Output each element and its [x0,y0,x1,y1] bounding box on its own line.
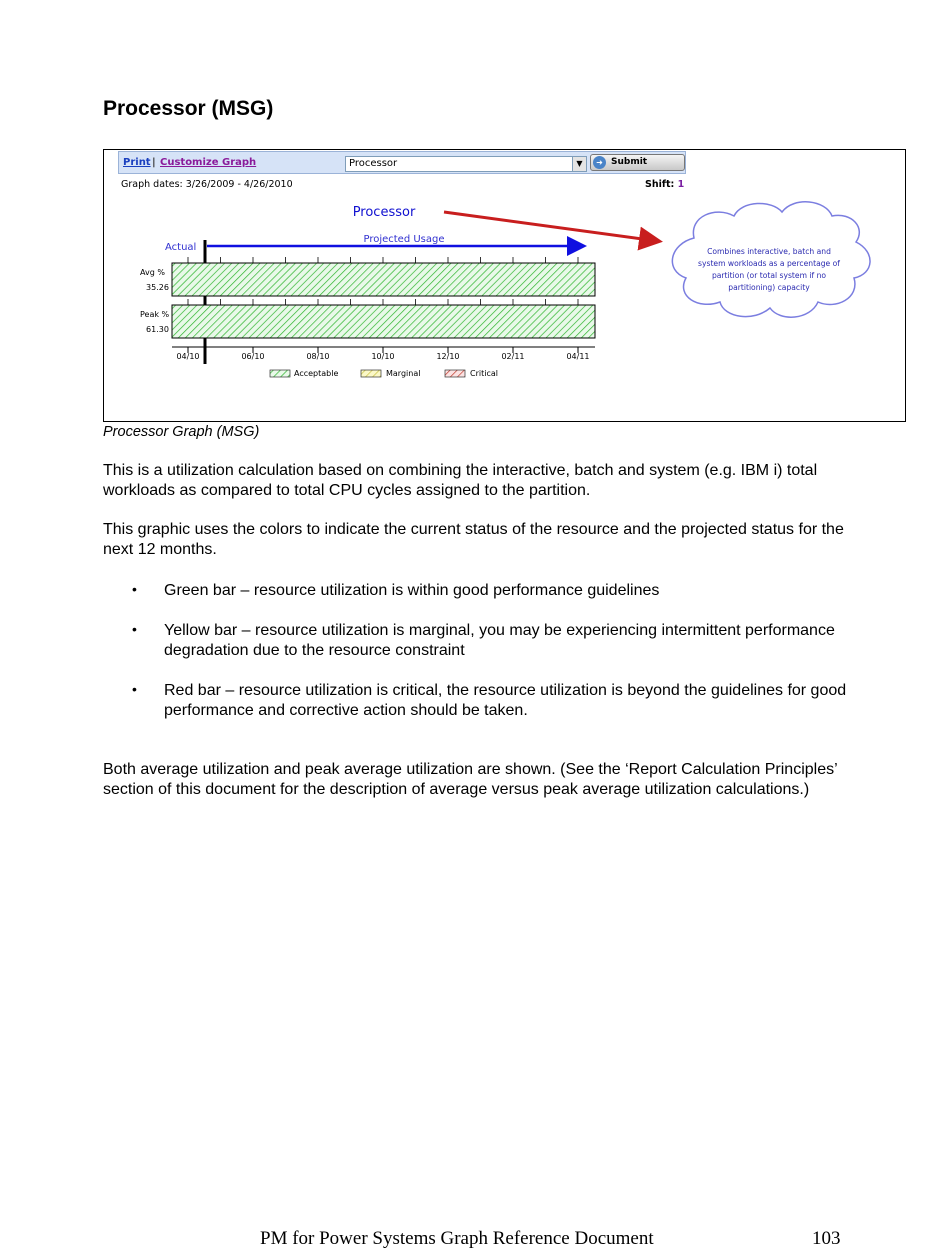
graph-type-select-value: Processor [349,158,398,169]
callout-text: Combines interactive, batch and system workloads as a percentage of partition (or total system if no partitioning) capacity [698,247,840,292]
bullet-marker: • [132,581,137,597]
arrow-right-icon: ➜ [593,156,606,169]
x-tick-label: 04/11 [566,352,590,361]
legend-label-marginal: Marginal [386,369,421,378]
category-label: Avg % [140,268,165,277]
legend-swatch-critical [445,370,465,377]
category-label: Peak % [140,310,170,319]
value-label: 61.30 [146,325,169,334]
value-label: 35.26 [146,283,169,292]
callout-arrow [444,212,657,241]
bullet-yellow: Yellow bar – resource utilization is marginal, you may be experiencing intermittent performance degradation due to the resource constraint [164,622,835,659]
chart-title: Processor [352,205,416,220]
actual-label: Actual [165,242,197,253]
bullet-green: Green bar – resource utilization is within good performance guidelines [164,582,660,599]
customize-graph-link[interactable]: Customize Graph [160,157,257,168]
graph-dates: Graph dates: 3/26/2009 - 4/26/2010 [121,179,293,190]
paragraph-3: Both average utilization and peak average utilization are shown. (See the ‘Report Calculation Principles’ section of this document for the description of average versus peak average utilization calculations.) [103,761,838,798]
legend-swatch-marginal [361,370,381,377]
toolbar-separator: | [152,157,156,168]
print-link[interactable]: Print [123,157,151,168]
bars-group [140,263,595,338]
chevron-down-icon[interactable]: ▼ [572,157,586,171]
footer-title: PM for Power Systems Graph Reference Document [260,1228,654,1249]
page-number: 103 [812,1228,841,1249]
x-tick-label: 08/10 [306,352,330,361]
processor-graph-figure [103,149,906,422]
bar-peak [172,305,595,338]
legend-label-critical: Critical [470,369,498,378]
shift-label: Shift: [645,179,675,190]
legend [270,369,498,378]
paragraph-1: This is a utilization calculation based on combining the interactive, batch and system (e.g. IBM i) total workloads as compared to total CPU cycles assigned to the partition. [103,462,818,499]
bullet-red: Red bar – resource utilization is critical, the resource utilization is beyond the guidelines for good performance and corrective action should be taken. [164,682,847,719]
x-tick-label: 10/10 [371,352,395,361]
x-tick-label: 06/10 [241,352,265,361]
bullet-marker: • [132,681,137,697]
legend-label-acceptable: Acceptable [294,369,339,378]
processor-chart [104,150,904,420]
legend-swatch-acceptable [270,370,290,377]
x-tick-label: 12/10 [436,352,460,361]
shift-value: 1 [677,179,685,190]
paragraph-2: This graphic uses the colors to indicate the current status of the resource and the projected status for the next 12 months. [103,521,844,558]
submit-button-label: Submit [611,157,648,167]
x-tick-label: 02/11 [501,352,525,361]
projected-usage-label: Projected Usage [363,234,445,245]
callout-cloud [672,202,870,317]
figure-caption: Processor Graph (MSG) [103,424,260,440]
page-heading: Processor (MSG) [103,97,274,120]
bar-avg [172,263,595,296]
bullet-marker: • [132,621,137,637]
x-tick-label: 04/10 [176,352,200,361]
